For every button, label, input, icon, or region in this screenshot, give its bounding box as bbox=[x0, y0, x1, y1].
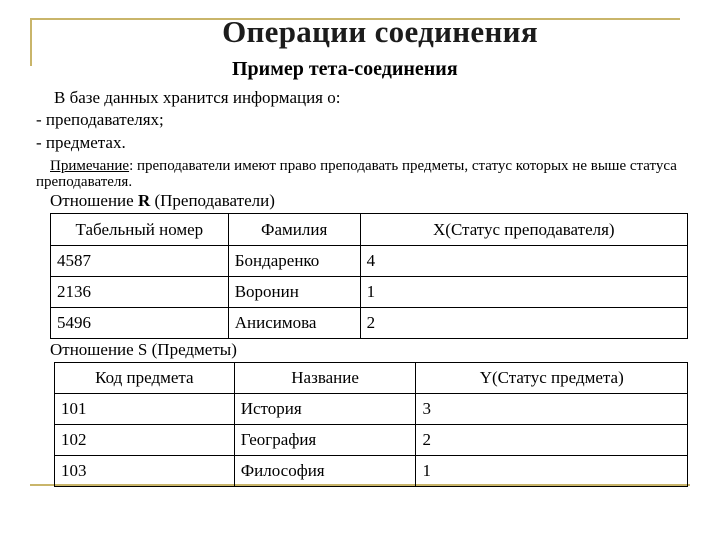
table-header-cell: Фамилия bbox=[228, 214, 360, 246]
table-row bbox=[55, 394, 688, 425]
table-cell: 1 bbox=[416, 456, 688, 487]
table-cell: Философия bbox=[234, 456, 416, 487]
table-cell: 2 bbox=[360, 308, 687, 339]
table-row bbox=[55, 425, 688, 456]
relation-r-table bbox=[50, 213, 688, 339]
table-cell: История bbox=[234, 394, 416, 425]
note-label: Примечание bbox=[50, 158, 130, 174]
relation-r-label-suffix: (Преподаватели) bbox=[150, 191, 275, 210]
table-cell: 4 bbox=[360, 246, 687, 277]
table-header-row bbox=[51, 214, 688, 246]
table-header-cell: Название bbox=[234, 363, 416, 394]
slide-subtitle: Пример тета-соединения bbox=[232, 58, 458, 80]
table-header-row bbox=[55, 363, 688, 394]
slide-title: Операции соединения bbox=[222, 14, 538, 49]
intro-line-2: - преподавателях; bbox=[36, 110, 164, 129]
table-cell: География bbox=[234, 425, 416, 456]
note-paragraph bbox=[36, 158, 696, 190]
table-row bbox=[51, 246, 688, 277]
table-cell: 2136 bbox=[51, 277, 229, 308]
table-cell: 1 bbox=[360, 277, 687, 308]
table-cell: Анисимова bbox=[228, 308, 360, 339]
table-cell: 103 bbox=[55, 456, 235, 487]
table-header-cell: Y(Статус предмета) bbox=[416, 363, 688, 394]
relation-r-label-prefix: Отношение bbox=[50, 191, 138, 210]
table-cell: 3 bbox=[416, 394, 688, 425]
table-header-cell: X(Статус преподавателя) bbox=[360, 214, 687, 246]
table-cell: Бондаренко bbox=[228, 246, 360, 277]
table-header-cell: Табельный номер bbox=[51, 214, 229, 246]
note-text: : преподаватели имеют право преподавать предметы, статус которых не выше статуса преподавателя. bbox=[36, 158, 677, 190]
table-cell: 101 bbox=[55, 394, 235, 425]
table-cell: 102 bbox=[55, 425, 235, 456]
relation-r-name: R bbox=[137, 191, 151, 210]
intro-line-3: - предметах. bbox=[36, 133, 126, 152]
table-row bbox=[51, 308, 688, 339]
table-cell: Воронин bbox=[228, 277, 360, 308]
table-row bbox=[55, 456, 688, 487]
relation-r-label bbox=[50, 191, 275, 211]
table-cell: 5496 bbox=[51, 308, 229, 339]
table-header-cell: Код предмета bbox=[55, 363, 235, 394]
relation-s-label: Отношение S (Предметы) bbox=[50, 340, 237, 359]
table-cell: 4587 bbox=[51, 246, 229, 277]
relation-s-table bbox=[54, 362, 688, 487]
table-cell: 2 bbox=[416, 425, 688, 456]
table-row bbox=[51, 277, 688, 308]
intro-line-1: В базе данных хранится информация о: bbox=[54, 88, 341, 107]
